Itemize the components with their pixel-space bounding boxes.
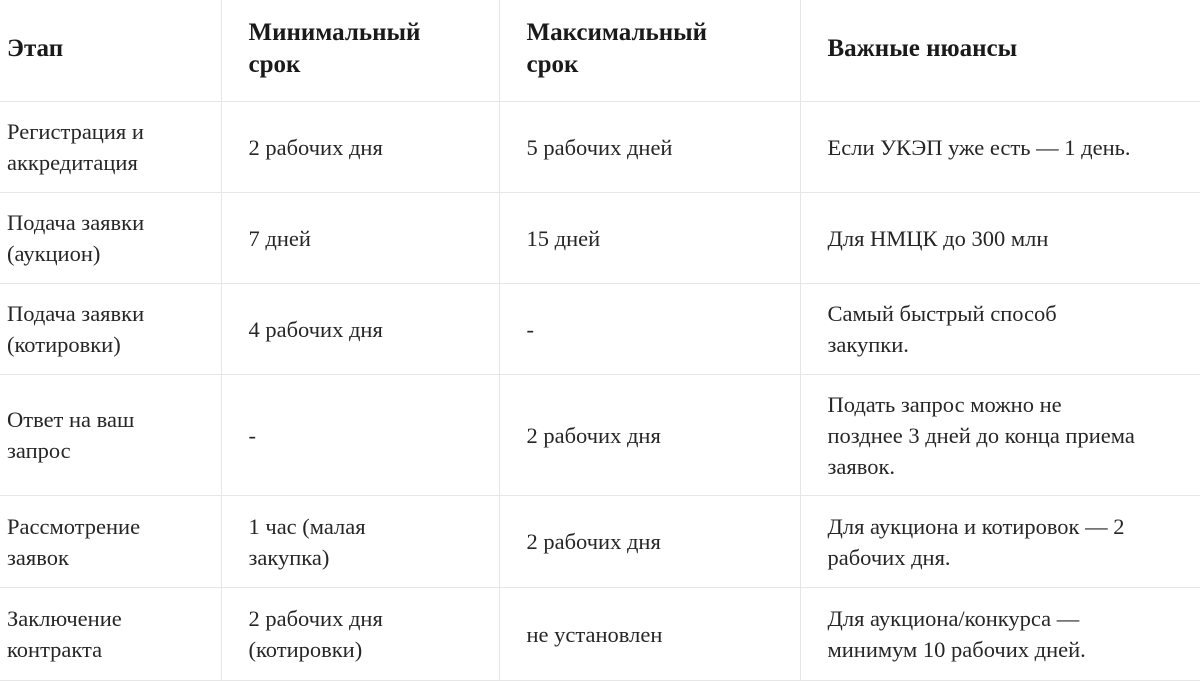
table-row — [0, 193, 1200, 284]
cell-min-term: 1 час (малая закупка) — [221, 496, 499, 588]
cell-max-term: 2 рабочих дня — [499, 375, 800, 496]
table-row — [0, 102, 1200, 193]
cell-min-term: 2 рабочих дня — [221, 102, 499, 193]
cell-notes: Для НМЦК до 300 млн — [800, 193, 1200, 284]
table-row — [0, 375, 1200, 496]
cell-max-term: 5 рабочих дней — [499, 102, 800, 193]
cell-notes: Подать запрос можно не позднее 3 дней до конца приема заявок. — [800, 375, 1200, 496]
header-notes: Важные нюансы — [800, 0, 1200, 102]
cell-stage: Заключение контракта — [0, 588, 221, 681]
cell-notes: Для аукциона/конкурса — минимум 10 рабочих дней. — [800, 588, 1200, 681]
cell-max-term: не установлен — [499, 588, 800, 681]
cell-stage: Подача заявки (котировки) — [0, 284, 221, 375]
header-min-term: Минимальный срок — [221, 0, 499, 102]
cell-stage: Подача заявки (аукцион) — [0, 193, 221, 284]
cell-min-term: 7 дней — [221, 193, 499, 284]
cell-notes: Если УКЭП уже есть — 1 день. — [800, 102, 1200, 193]
cell-stage: Регистрация и аккредитация — [0, 102, 221, 193]
cell-min-term: 2 рабочих дня (котировки) — [221, 588, 499, 681]
table-row — [0, 588, 1200, 681]
cell-stage: Рассмотрение заявок — [0, 496, 221, 588]
cell-min-term: 4 рабочих дня — [221, 284, 499, 375]
cell-max-term: 2 рабочих дня — [499, 496, 800, 588]
header-stage: Этап — [0, 0, 221, 102]
cell-stage: Ответ на ваш запрос — [0, 375, 221, 496]
cell-min-term: - — [221, 375, 499, 496]
cell-notes: Для аукциона и котировок — 2 рабочих дня. — [800, 496, 1200, 588]
cell-notes: Самый быстрый способ закупки. — [800, 284, 1200, 375]
table-header-row — [0, 0, 1200, 102]
table-row — [0, 284, 1200, 375]
table-row — [0, 496, 1200, 588]
cell-max-term: 15 дней — [499, 193, 800, 284]
cell-max-term: - — [499, 284, 800, 375]
header-max-term: Максимальный срок — [499, 0, 800, 102]
